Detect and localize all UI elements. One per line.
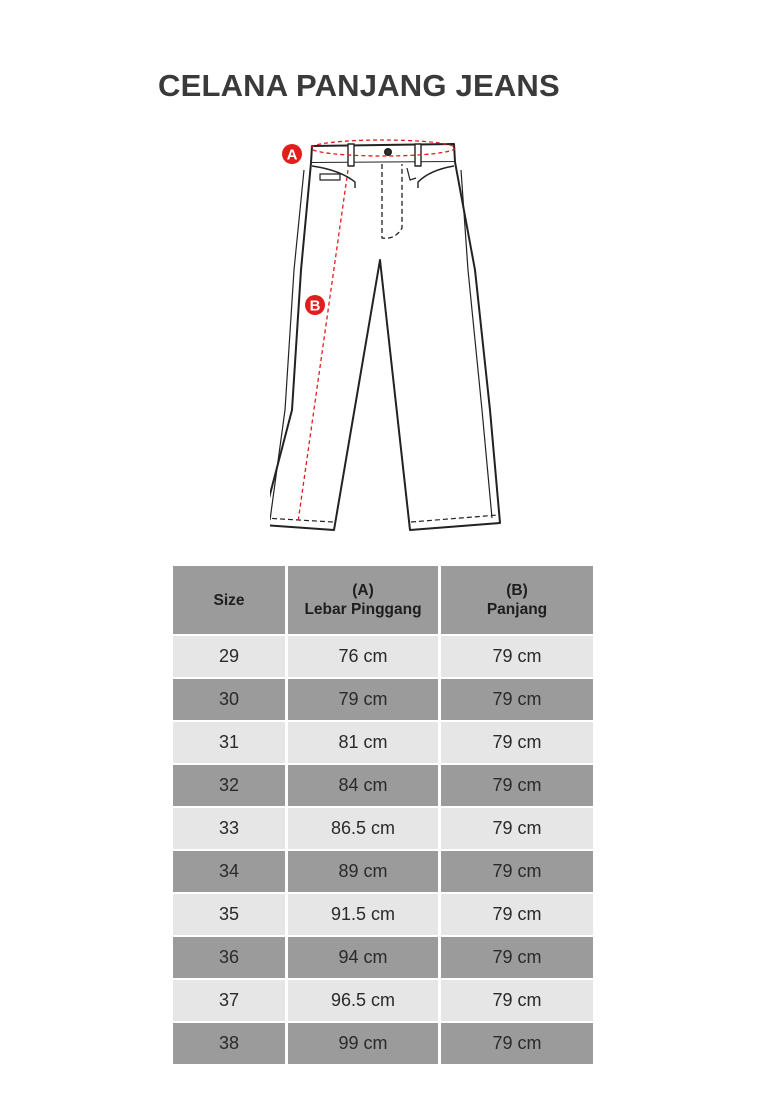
measurement-marker-b bbox=[305, 295, 325, 315]
table-row bbox=[173, 1023, 593, 1064]
marker-b-label: B bbox=[309, 297, 321, 315]
table-row bbox=[173, 980, 593, 1021]
cell-size: 29 bbox=[173, 636, 285, 677]
marker-a-label: A bbox=[286, 146, 298, 164]
cell-length: 79 cm bbox=[441, 894, 593, 935]
table-row bbox=[173, 679, 593, 720]
table-row bbox=[173, 636, 593, 677]
cell-size: 38 bbox=[173, 1023, 285, 1064]
header-size-label: Size bbox=[213, 591, 245, 609]
cell-size: 32 bbox=[173, 765, 285, 806]
header-length bbox=[441, 566, 593, 634]
jeans-illustration bbox=[270, 130, 520, 545]
header-b-code: (B) bbox=[506, 582, 528, 599]
cell-size: 33 bbox=[173, 808, 285, 849]
table-row bbox=[173, 851, 593, 892]
header-a-label: Lebar Pinggang bbox=[304, 601, 422, 618]
cell-size: 37 bbox=[173, 980, 285, 1021]
cell-length: 79 cm bbox=[441, 808, 593, 849]
cell-size: 35 bbox=[173, 894, 285, 935]
cell-waist-width: 79 cm bbox=[288, 679, 438, 720]
table-row bbox=[173, 808, 593, 849]
cell-size: 36 bbox=[173, 937, 285, 978]
cell-size: 30 bbox=[173, 679, 285, 720]
table-row bbox=[173, 894, 593, 935]
size-chart-table bbox=[173, 566, 593, 1066]
cell-length: 79 cm bbox=[441, 679, 593, 720]
table-row bbox=[173, 937, 593, 978]
page-title: CELANA PANJANG JEANS bbox=[158, 68, 560, 103]
cell-length: 79 cm bbox=[441, 851, 593, 892]
cell-length: 79 cm bbox=[441, 937, 593, 978]
measurement-marker-a bbox=[282, 144, 302, 164]
cell-waist-width: 81 cm bbox=[288, 722, 438, 763]
header-waist-width bbox=[288, 566, 438, 634]
table-row bbox=[173, 765, 593, 806]
cell-length: 79 cm bbox=[441, 765, 593, 806]
cell-length: 79 cm bbox=[441, 980, 593, 1021]
table-row bbox=[173, 722, 593, 763]
cell-waist-width: 94 cm bbox=[288, 937, 438, 978]
cell-length: 79 cm bbox=[441, 636, 593, 677]
cell-waist-width: 76 cm bbox=[288, 636, 438, 677]
cell-size: 31 bbox=[173, 722, 285, 763]
header-size bbox=[173, 566, 285, 634]
header-b-label: Panjang bbox=[486, 601, 548, 618]
cell-size: 34 bbox=[173, 851, 285, 892]
cell-length: 79 cm bbox=[441, 722, 593, 763]
cell-waist-width: 99 cm bbox=[288, 1023, 438, 1064]
header-a-code: (A) bbox=[352, 582, 374, 599]
jeans-pants-diagram-icon bbox=[270, 130, 520, 545]
cell-waist-width: 89 cm bbox=[288, 851, 438, 892]
cell-length: 79 cm bbox=[441, 1023, 593, 1064]
cell-waist-width: 84 cm bbox=[288, 765, 438, 806]
table-header-row bbox=[173, 566, 593, 634]
cell-waist-width: 91.5 cm bbox=[288, 894, 438, 935]
cell-waist-width: 86.5 cm bbox=[288, 808, 438, 849]
cell-waist-width: 96.5 cm bbox=[288, 980, 438, 1021]
